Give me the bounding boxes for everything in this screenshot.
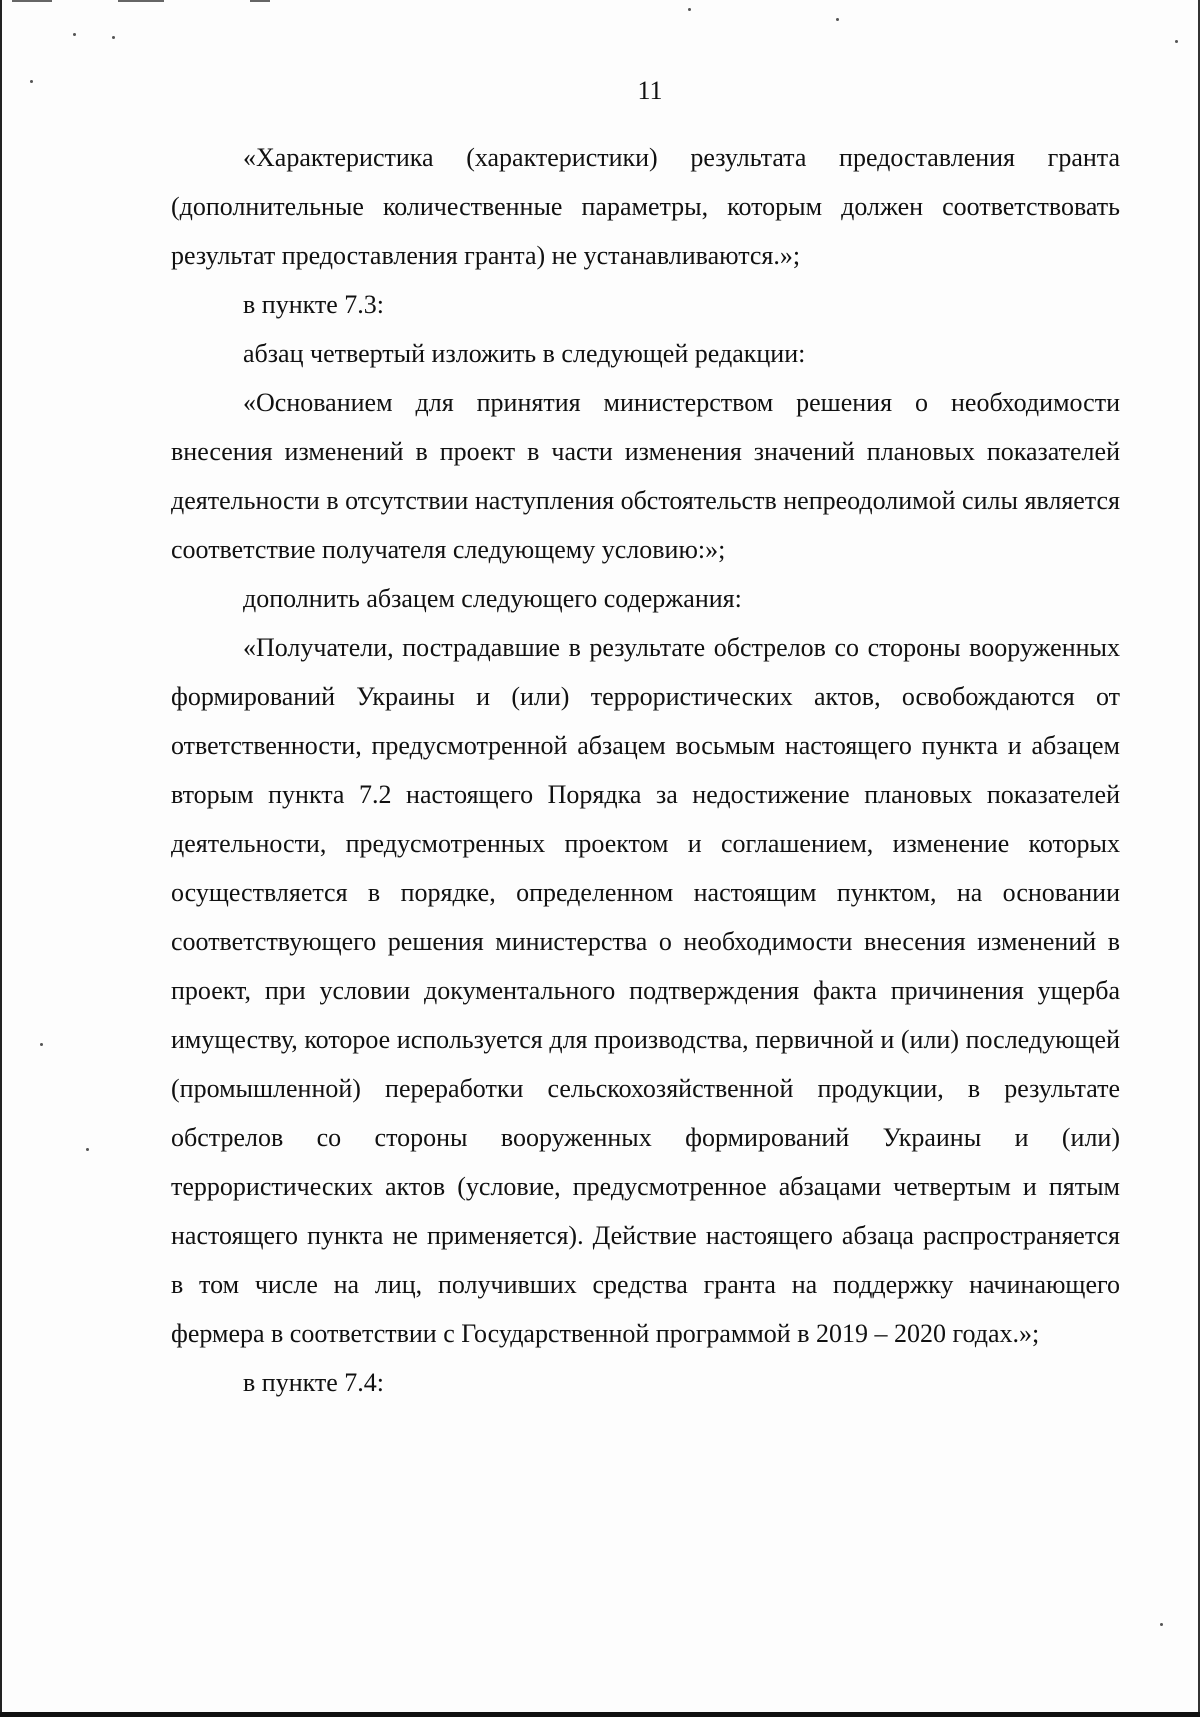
scan-artifact xyxy=(1160,1623,1163,1626)
scan-artifact xyxy=(1175,40,1178,43)
page-number: 11 xyxy=(637,76,663,105)
scan-edge-left xyxy=(0,0,2,1717)
paragraph: «Характеристика (характеристики) результата предоставления гранта (дополнительные количественные параметры, которым должен соответствовать результат предоставления гранта) не устанавливаются.»; xyxy=(171,143,1120,270)
scan-artifact xyxy=(112,36,115,39)
scan-edge-bottom xyxy=(0,1712,1200,1717)
scan-artifact xyxy=(40,1043,43,1046)
paragraph: «Основанием для принятия министерством решения о необходимости внесения изменений в проект в части изменения значений плановых показателей деятельности в отсутствии наступления обстоятельств непреодолимой силы является соответствие получателя следующему условию:»; xyxy=(171,388,1120,564)
scan-artifact xyxy=(688,8,691,11)
paragraph: дополнить абзацем следующего содержания: xyxy=(243,584,742,613)
paragraph: в пункте 7.4: xyxy=(243,1368,385,1397)
scan-artifact xyxy=(86,1148,89,1151)
scan-artifact xyxy=(30,80,33,83)
paragraph: абзац четвертый изложить в следующей редакции: xyxy=(243,339,806,368)
document-body xyxy=(171,133,1120,1407)
scan-artifact xyxy=(118,0,164,2)
scan-artifact xyxy=(73,33,76,36)
scan-artifact xyxy=(836,18,839,21)
scan-artifact xyxy=(250,0,270,2)
paragraph: в пункте 7.3: xyxy=(243,290,385,319)
paragraph: «Получатели, пострадавшие в результате обстрелов со стороны вооруженных формирований Украины и (или) террористических актов, освобождаются от ответственности, предусмотренной абзацем восьмым настоящего пункта и абзацем вторым пункта 7.2 настоящего Порядка за недостижение плановых показателей деятельности, предусмотренных проектом и соглашением, изменение которых осуществляется в порядке, определенном настоящим пунктом, на основании соответствующего решения министерства о необходимости внесения изменений в проект, при условии документального подтверждения факта причинения ущерба имуществу, которое используется для производства, первичной и (или) последующей (промышленной) переработки сельскохозяйственной продукции, в результате обстрелов со стороны вооруженных формирований Украины и (или) террористических актов (условие, предусмотренное абзацами четвертым и пятым настоящего пункта не применяется). Действие настоящего абзаца распространяется в том числе на лиц, получивших средства гранта на поддержку начинающего фермера в соответствии с Государственной программой в 2019 – 2020 годах.»; xyxy=(171,633,1120,1348)
scan-artifact xyxy=(12,0,52,2)
